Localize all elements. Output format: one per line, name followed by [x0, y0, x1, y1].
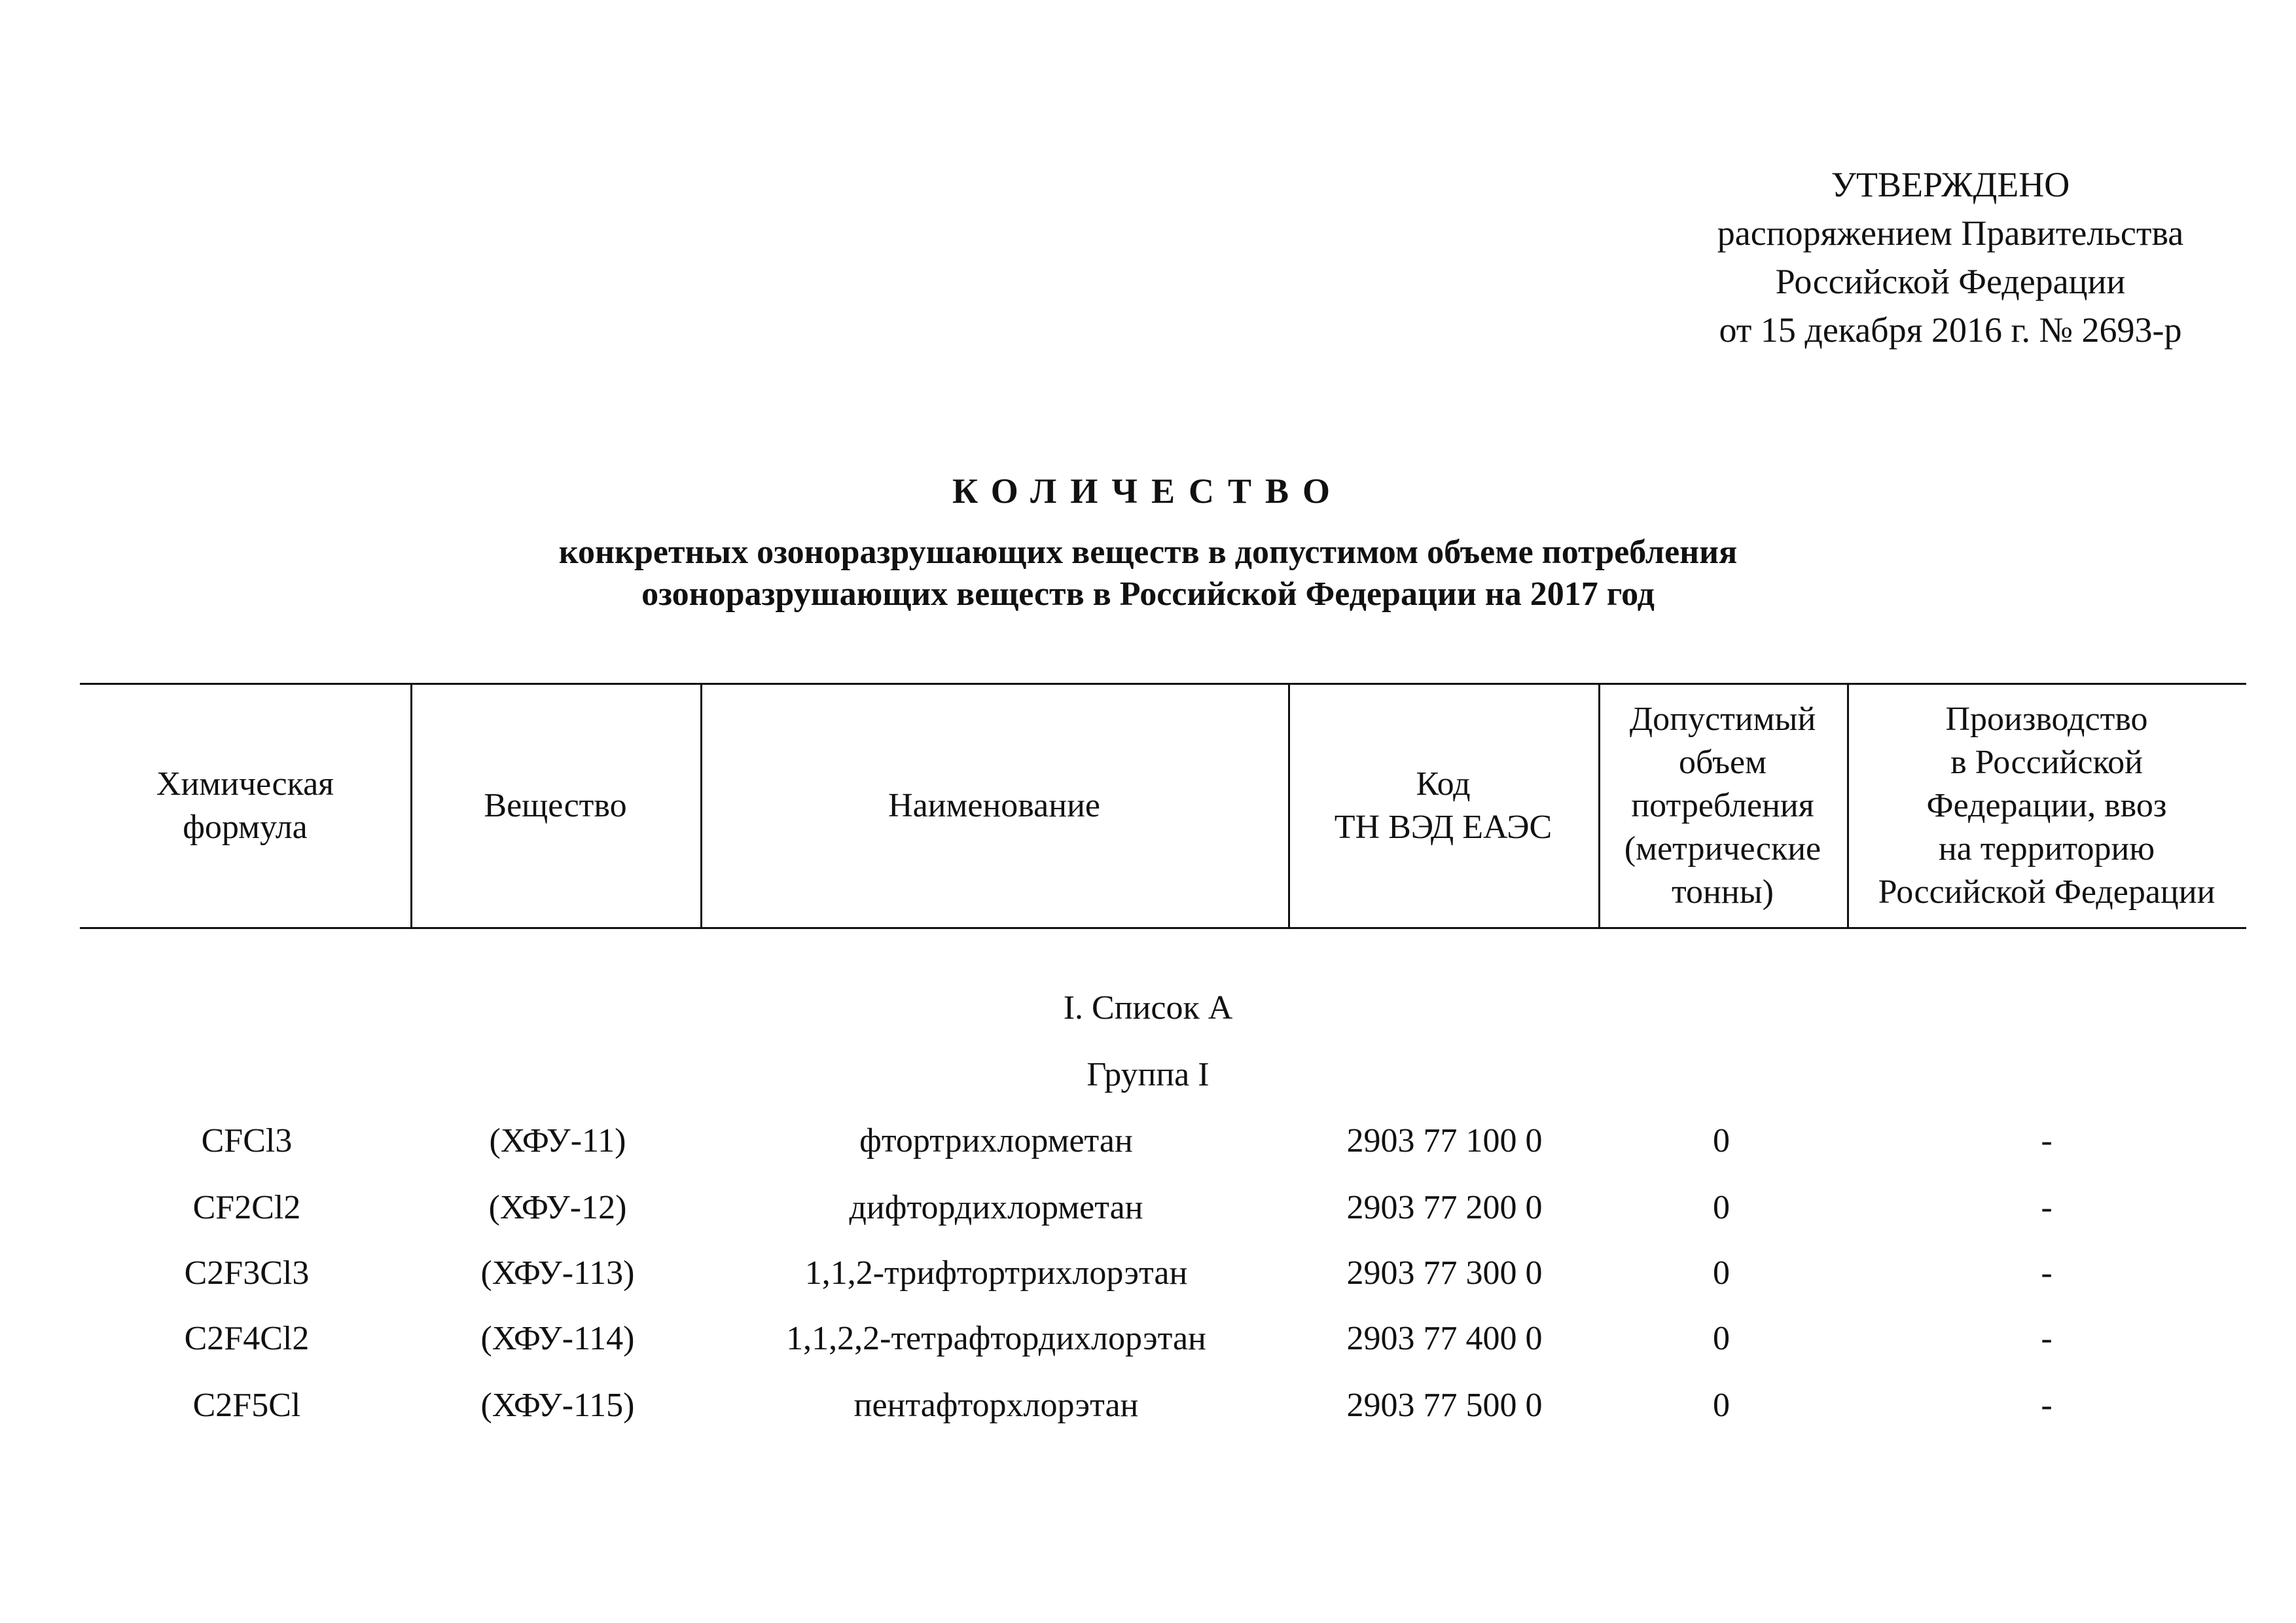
- header-text: Наименование: [888, 787, 1100, 824]
- cell-volume: 0: [1713, 1189, 1730, 1226]
- header-text: Вещество: [484, 787, 627, 824]
- cell-production: -: [2041, 1189, 2053, 1226]
- cell-code: 2903 77 300 0: [1346, 1254, 1543, 1292]
- cell-name: фтортрихлорметан: [859, 1122, 1133, 1159]
- cell-code: 2903 77 400 0: [1346, 1320, 1543, 1357]
- cell-formula: C2F4Cl2: [184, 1320, 310, 1357]
- cell-substance: (ХФУ-115): [480, 1387, 635, 1424]
- cell-volume: 0: [1713, 1387, 1730, 1424]
- document-subtitle: [0, 532, 2296, 615]
- cell-production: -: [2041, 1254, 2053, 1292]
- table-row: [0, 1118, 2296, 1164]
- cell-formula: C2F3Cl3: [184, 1254, 310, 1292]
- header-allowed-volume: [1598, 685, 1847, 927]
- header-text: (метрические: [1624, 830, 1821, 867]
- header-text: ТН ВЭД ЕАЭС: [1334, 809, 1552, 846]
- table-header: [80, 683, 2246, 929]
- cell-name: дифтордихлорметан: [849, 1189, 1143, 1226]
- cell-substance: (ХФУ-11): [489, 1122, 626, 1159]
- cell-name: пентафторхлорэтан: [853, 1387, 1139, 1424]
- approval-heading: УТВЕРЖДЕНО: [1831, 165, 2070, 204]
- cell-code: 2903 77 200 0: [1346, 1189, 1543, 1226]
- header-text: на территорию: [1938, 830, 2155, 867]
- cell-code: 2903 77 100 0: [1346, 1122, 1543, 1159]
- header-text: Химическая: [156, 765, 334, 803]
- table-row: [0, 1316, 2296, 1362]
- cell-name: 1,1,2-трифтортрихлорэтан: [804, 1254, 1188, 1292]
- header-text: объем: [1678, 744, 1767, 781]
- approval-date-number: от 15 декабря 2016 г. № 2693-р: [1719, 310, 2182, 350]
- header-customs-code: [1288, 685, 1598, 927]
- cell-formula: C2F5Cl: [192, 1387, 301, 1424]
- header-text: тонны): [1672, 873, 1774, 911]
- approval-line: распоряжением Правительства: [1717, 213, 2184, 253]
- table-row: [0, 1383, 2296, 1429]
- cell-substance: (ХФУ-114): [480, 1320, 635, 1357]
- cell-formula: CFCl3: [201, 1122, 293, 1159]
- header-text: потребления: [1631, 787, 1814, 824]
- header-name: [700, 685, 1288, 927]
- document-title: КОЛИЧЕСТВО: [952, 471, 1344, 511]
- header-text: Федерации, ввоз: [1926, 787, 2167, 824]
- cell-volume: 0: [1713, 1122, 1730, 1159]
- subtitle-line-1: конкретных озоноразрушающих веществ в допустимом объеме потребления: [558, 534, 1738, 571]
- cell-formula: CF2Cl2: [192, 1189, 301, 1226]
- section-heading: I. Список А: [1063, 989, 1233, 1027]
- table-row: [0, 1185, 2296, 1231]
- header-text: Российской Федерации: [1878, 873, 2215, 911]
- approval-block: [1636, 160, 2265, 354]
- cell-code: 2903 77 500 0: [1346, 1387, 1543, 1424]
- header-text: формула: [183, 809, 308, 846]
- header-chemical-formula: [80, 685, 410, 927]
- group-heading: Группа I: [1086, 1056, 1210, 1093]
- table-row: [0, 1250, 2296, 1296]
- cell-production: -: [2041, 1387, 2053, 1424]
- header-text: в Российской: [1950, 744, 2143, 781]
- header-substance: [410, 685, 700, 927]
- header-text: Код: [1416, 765, 1471, 803]
- header-text: Допустимый: [1629, 701, 1816, 738]
- subtitle-line-2: озоноразрушающих веществ в Российской Федерации на 2017 год: [641, 575, 1655, 613]
- cell-substance: (ХФУ-12): [488, 1189, 627, 1226]
- cell-volume: 0: [1713, 1254, 1730, 1292]
- header-production-import: [1847, 685, 2246, 927]
- approval-line: Российской Федерации: [1775, 262, 2126, 301]
- cell-name: 1,1,2,2-тетрафтордихлорэтан: [786, 1320, 1206, 1357]
- cell-production: -: [2041, 1122, 2053, 1159]
- cell-substance: (ХФУ-113): [480, 1254, 635, 1292]
- header-text: Производство: [1945, 701, 2148, 738]
- cell-production: -: [2041, 1320, 2053, 1357]
- cell-volume: 0: [1713, 1320, 1730, 1357]
